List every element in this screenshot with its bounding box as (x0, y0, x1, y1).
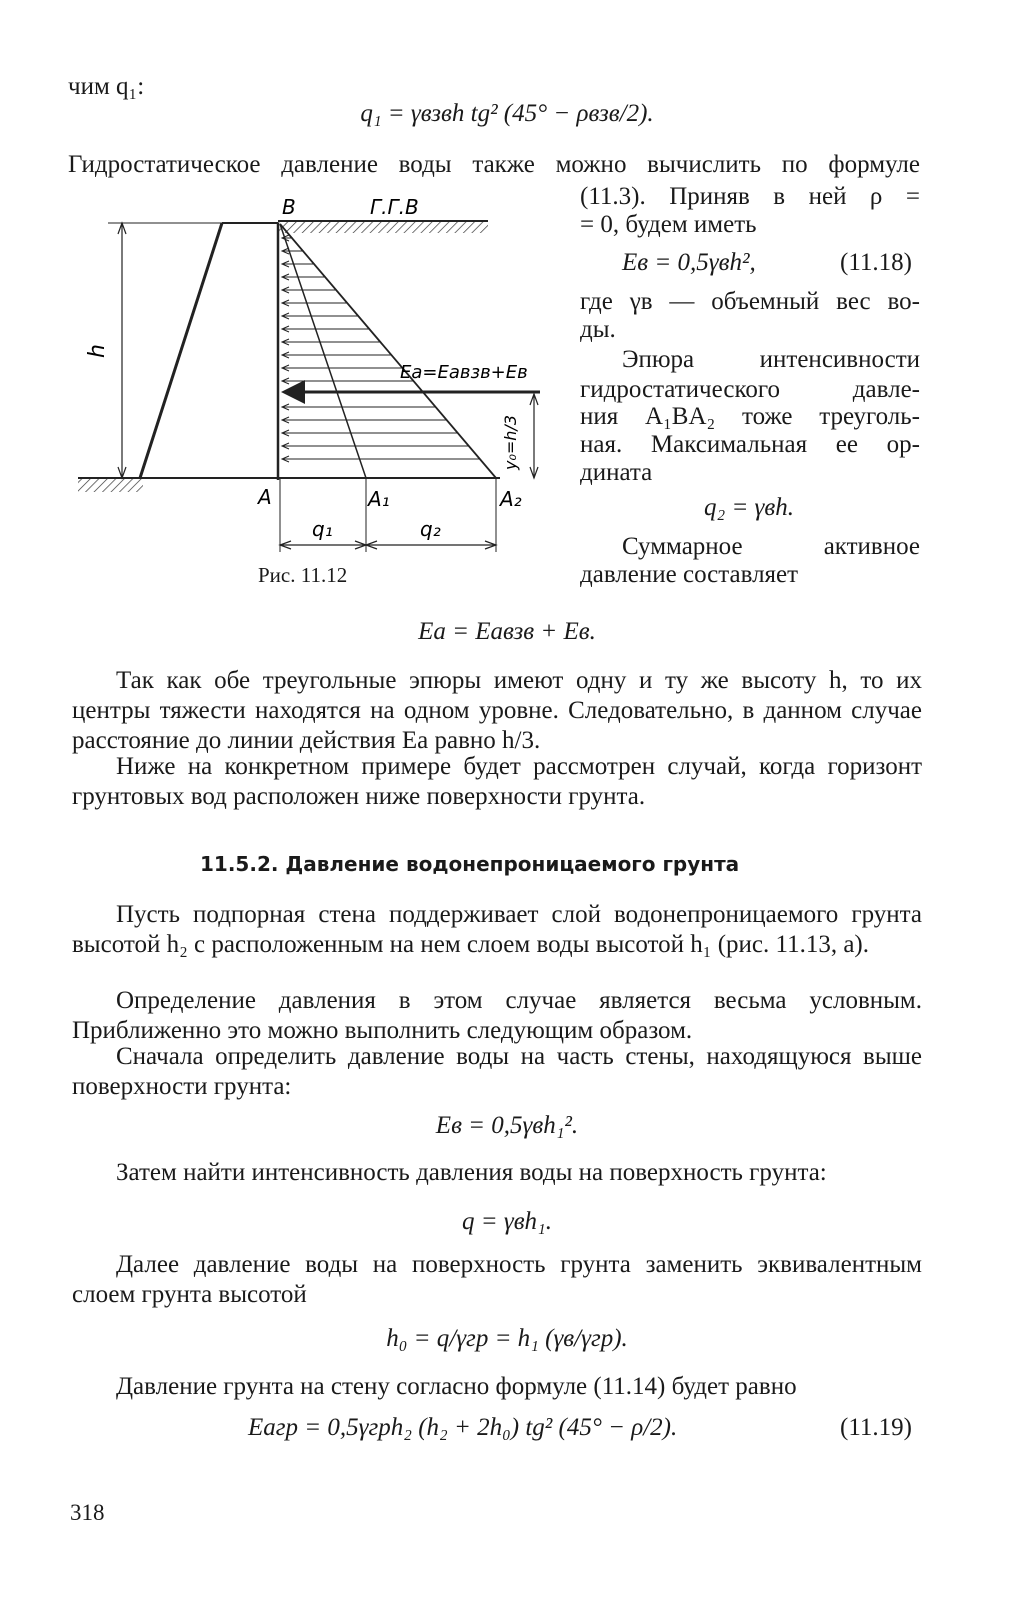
equation-ev: Eв = 0,5γвh², (622, 249, 756, 276)
label-y0: y₀=h/3 (501, 415, 520, 470)
equation-q: q = γвh₁. (461, 1208, 552, 1235)
figure-caption: Рис. 11.12 (258, 563, 348, 587)
side-para3-line-1: Суммарное активное (622, 533, 920, 560)
hydrostatic-intro: Гидростатическое давление воды также можно вычислить по формуле (68, 151, 920, 178)
pressure-arrows (282, 235, 480, 462)
equation-eagr: Eагр = 0,5γгрh₂ (h₂ + 2h₀) tg² (45° − ρ/2). (248, 1414, 678, 1441)
equation-ea: Eа = Eавзв + Eв. (418, 618, 596, 645)
label-ea-formula: Eа=Eавзв+Eв (400, 362, 528, 383)
equation-ev-number: (11.18) (840, 249, 912, 276)
label-h: h (85, 344, 110, 358)
section-heading: 11.5.2. Давление водонепроницаемого грунта (200, 852, 740, 876)
diagram-line-A2 (280, 224, 496, 478)
figure-11-12 (70, 188, 570, 563)
backfill-hatch (278, 221, 488, 233)
side-line-1: (11.3). Приняв в ней ρ = (580, 183, 920, 210)
side-para2-line-5: дината (580, 459, 653, 486)
equation-h0: h₀ = q/γгр = h₁ (γв/γгр). (386, 1325, 628, 1352)
side-line-4: ды. (580, 316, 616, 343)
equation-q2: q₂ = γвh. (704, 494, 795, 521)
label-q1: q₁ (312, 517, 333, 541)
label-q2: q₂ (420, 517, 441, 541)
label-A2: A₂ (500, 487, 522, 511)
paragraph-wall-setup: Пусть подпорная стена поддерживает слой водонепроницаемого грунта высотой h₂ с расположенным на нем слоем воды высотой h₁ (рис. 11.13, а). (72, 901, 922, 958)
paragraph-centers: Так как обе треугольные эпюры имеют одну и ту же высоту h, то их центры тяжести находятся на одном уровне. Следовательно, в данном случае расстояние до линии действия Eа равно h/3. (72, 667, 922, 754)
paragraph-soil-pressure: Давление грунта на стену согласно формуле (11.14) будет равно (116, 1373, 797, 1400)
paragraph-intensity: Затем найти интенсивность давления воды на поверхность грунта: (116, 1159, 827, 1186)
label-ggv: Г.Г.В (370, 195, 419, 219)
label-B: B (282, 195, 296, 219)
equation-eagr-number: (11.19) (840, 1414, 912, 1441)
lead-in-text: чим q₁: (68, 73, 145, 100)
page-number: 318 (70, 1500, 105, 1525)
equation-ev-h1: Eв = 0,5γвh₁². (435, 1112, 579, 1139)
label-A1: A₁ (368, 487, 390, 511)
ground-hatch-left (78, 478, 143, 492)
side-para2-line-1: Эпюра интенсивности (622, 346, 920, 373)
paragraph-first-step: Сначала определить давление воды на часть стены, находящуюся выше поверхности грунта: (72, 1043, 922, 1100)
side-line-3: где γв — объемный вес во- (580, 288, 920, 315)
paragraph-example-note: Ниже на конкретном примере будет рассмотрен случай, когда горизонт грунтовых вод расположен ниже поверхности грунта. (72, 753, 922, 810)
equation-q1: q₁ = γвзвh tg² (45° − ρвзв/2). (360, 100, 654, 127)
paragraph-equivalent-layer: Далее давление воды на поверхность грунта заменить эквивалентным слоем грунта высотой (72, 1251, 922, 1308)
side-para3-line-2: давление составляет (580, 561, 799, 588)
diagram-line-A1 (280, 224, 366, 478)
side-para2-line-4: ная. Максимальная ее ор- (580, 431, 920, 458)
side-line-2: = 0, будем иметь (580, 211, 757, 238)
side-para2-line-3: ния A₁BA₂ тоже треуголь- (580, 403, 920, 430)
paragraph-conditional: Определение давления в этом случае является весьма условным. Приближенно это можно выполнить следующим образом. (72, 987, 922, 1044)
label-A: A (258, 485, 272, 509)
wall-front-face (140, 223, 222, 478)
side-para2-line-2: гидростатического давле- (580, 376, 920, 403)
